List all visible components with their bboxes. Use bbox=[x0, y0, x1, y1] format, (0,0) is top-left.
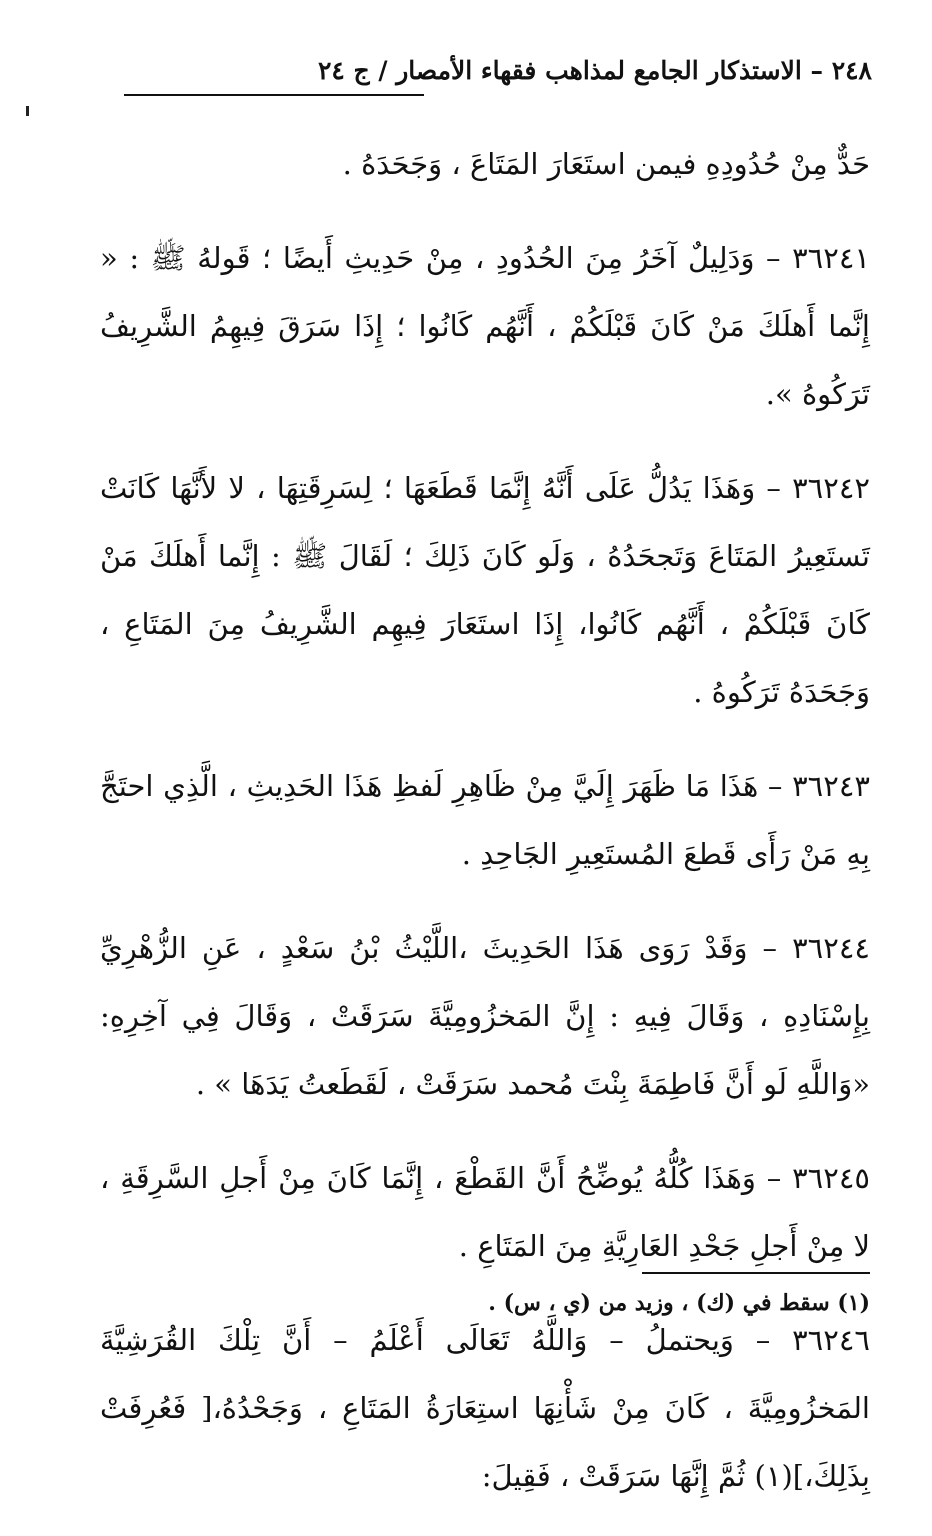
footnote-rule bbox=[642, 1272, 870, 1274]
paragraph-36245: ٣٦٢٤٥ – وَهَذَا كُلُّهُ يُوضِّحُ أَنَّ القَطْعَ ، إِنَّمَا كَانَ مِنْ أَجلِ السَّرِقَةِ ، لا مِنْ أَجلِ جَحْدِ العَارِيَّةِ مِنَ المَتَاعِ . bbox=[100, 1161, 870, 1263]
paragraph-36243: ٣٦٢٤٣ – هَذَا مَا ظَهَرَ إِلَيَّ مِنْ ظَاهِرِ لَفظِ هَذَا الحَدِيثِ ، الَّذِي احتَجَّ بِهِ مَنْ رَأَى قَطعَ المُستَعِيرِ الجَاحِدِ . bbox=[100, 769, 870, 871]
header-title: ٢٤٨ – الاستذكار الجامع لمذاهب فقهاء الأمصار / ج ٢٤ bbox=[317, 56, 872, 85]
paragraph-36242: ٣٦٢٤٢ – وَهَذَا يَدُلُّ عَلَى أَنَّهُ إِنَّمَا قَطَعَهَا ؛ لِسَرِقَتِهَا ، لا لأَنَّهَا كَانَتْ تَستَعِيرُ المَتَاعَ وَتَجحَدُهُ ، وَلَو كَانَ ذَلِكَ ؛ لَقَالَ ﷺ : إِنَّما أَهلَكَ مَنْ كَانَ قَبْلَكُمْ ، أَنَّهُم كَانُوا، إِذَا استَعَارَ فِيهِم الشَّرِيفُ مِنَ المَتَاعِ ، وَجَحَدَهُ تَرَكُوهُ . bbox=[100, 471, 870, 709]
header-rule bbox=[124, 94, 424, 96]
paragraph-36244: ٣٦٢٤٤ – وَقَدْ رَوَى هَذَا الحَدِيثَ ،اللَّيْثُ بْنُ سَعْدٍ ، عَنِ الزُّهْرِيِّ بِإِسْنَادِهِ ، وَقَالَ فِيهِ : إِنَّ المَخزُومِيَّةَ سَرَقَتْ ، وَقَالَ فِي آخِرِهِ: «وَاللَّهِ لَو أَنَّ فَاطِمَةَ بِنْتَ مُحمد سَرَقَتْ ، لَقَطَعتُ يَدَهَا » . bbox=[100, 931, 870, 1101]
running-header bbox=[92, 52, 872, 102]
margin-mark bbox=[26, 106, 29, 116]
footnote: (١) سقط في (ك) ، وزيد من (ي ، س) . bbox=[488, 1290, 870, 1316]
paragraph-continuation: حَدٌّ مِنْ حُدُودِهِ فيمن استَعَارَ المَتَاعَ ، وَجَحَدَهُ . bbox=[342, 147, 870, 181]
paragraph-36246: ٣٦٢٤٦ – وَيحتملُ – وَاللَّهُ تَعَالَى أَعْلَمُ – أَنَّ تِلْكَ القُرَشِيَّةَ المَخزُومِيَّةَ ، كَانَ مِنْ شَأْنِهَا استِعَارَةُ المَتَاعِ ، وَجَحْدُهُ،[ فَعُرِفَتْ بِذَلِكَ،](١) ثُمَّ إِنَّهَا سَرَقَتْ ، فَقِيلَ: bbox=[100, 1323, 870, 1493]
body-text bbox=[100, 130, 870, 1536]
paragraph-36241: ٣٦٢٤١ – وَدَلِيلٌ آخَرُ مِنَ الحُدُودِ ، مِنْ حَدِيثِ أَيضًا ؛ قَولهُ ﷺ : « إِنَّما أَهلَكَ مَنْ كَانَ قَبْلَكُمْ ، أَنَّهُم كَانُوا ؛ إِذَا سَرَقَ فِيهِمُ الشَّرِيفُ تَرَكُوهُ ». bbox=[100, 241, 870, 411]
